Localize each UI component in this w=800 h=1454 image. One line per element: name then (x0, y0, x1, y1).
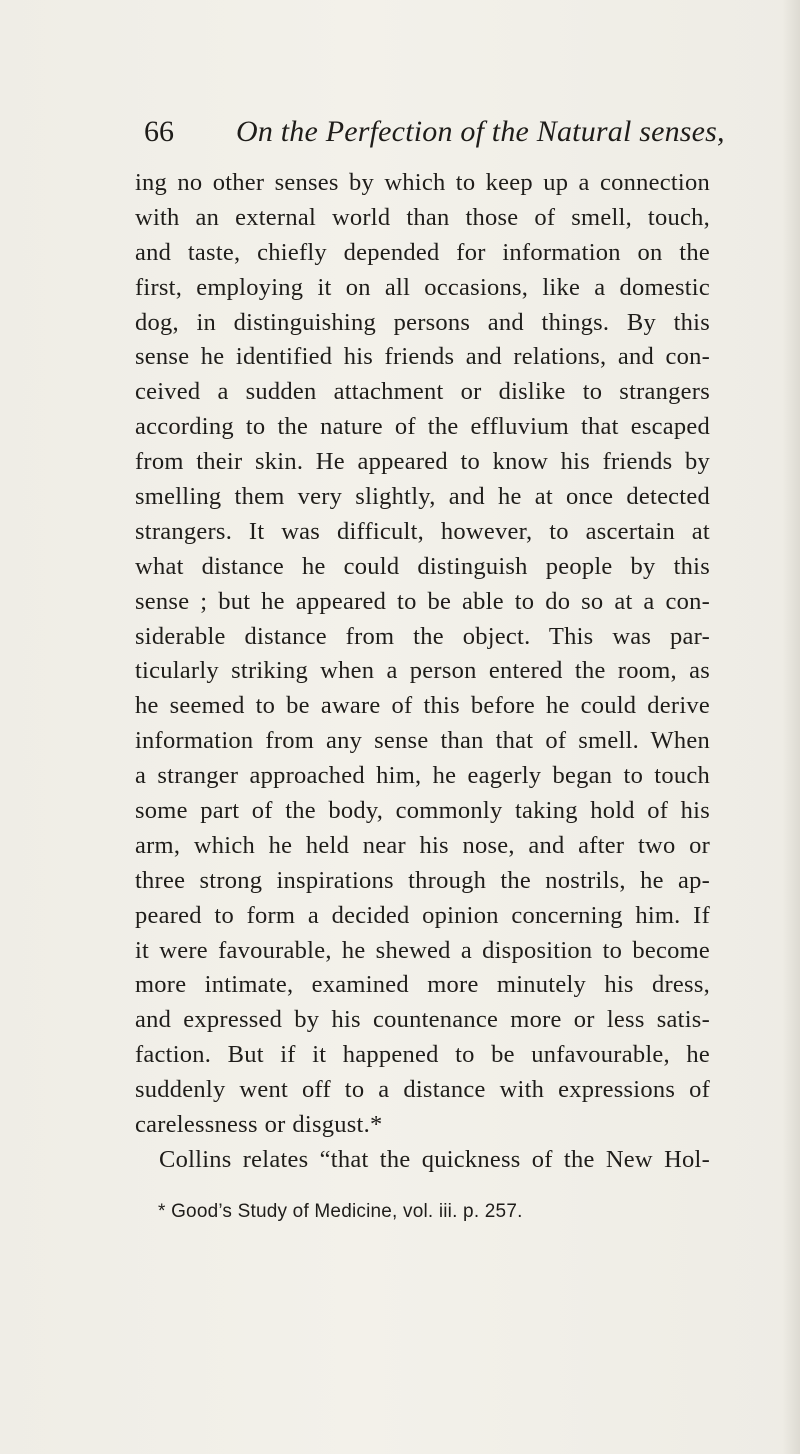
text-line: strangers. It was difficult, however, to ascertain at (135, 517, 710, 545)
text-line: with an external world than those of smell, touch, (135, 203, 710, 231)
text-line: peared to form a decided opinion concerning him. If (135, 901, 710, 929)
text-line: more intimate, examined more minutely his dress, (135, 971, 710, 999)
text-line: information from any sense than that of smell. When (135, 727, 710, 755)
running-head: On the Perfection of the Natural senses, (236, 115, 725, 148)
footnote: * Good’s Study of Medicine, vol. iii. p. 257. (158, 1201, 523, 1222)
text-line: he seemed to be aware of this before he could derive (135, 692, 710, 720)
text-line: smelling them very slightly, and he at once detected (135, 483, 710, 511)
text-line: siderable distance from the object. This was par- (135, 622, 710, 650)
text-line: three strong inspirations through the nostrils, he ap- (135, 866, 710, 894)
text-line: what distance he could distinguish people by this (135, 552, 710, 580)
text-line: sense ; but he appeared to be able to do so at a con- (135, 587, 710, 615)
text-line: first, employing it on all occasions, like a domestic (135, 273, 710, 301)
text-line: it were favourable, he shewed a disposition to become (135, 936, 710, 964)
text-line: and expressed by his countenance more or less satis- (135, 1006, 710, 1034)
text-line: ticularly striking when a person entered the room, as (135, 657, 710, 685)
body-text (135, 166, 710, 1178)
text-line: and taste, chiefly depended for information on the (135, 238, 710, 266)
text-line: faction. But if it happened to be unfavourable, he (135, 1041, 710, 1069)
text-line: ing no other senses by which to keep up a connection (135, 169, 710, 196)
text-line: sense he identified his friends and relations, and con- (135, 343, 710, 371)
text-line: Collins relates “that the quickness of the New Hol- (159, 1145, 710, 1173)
text-line: ceived a sudden attachment or dislike to strangers (135, 378, 710, 406)
page-header (144, 108, 725, 156)
page-number: 66 (144, 115, 174, 148)
page-edge-shadow (782, 0, 800, 1454)
text-line: dog, in distinguishing persons and things. By this (135, 308, 710, 336)
text-line: arm, which he held near his nose, and after two or (135, 831, 710, 859)
text-line: some part of the body, commonly taking hold of his (135, 797, 710, 825)
text-line: a stranger approached him, he eagerly began to touch (135, 762, 710, 790)
text-line: from their skin. He appeared to know his friends by (135, 448, 710, 476)
text-line: carelessness or disgust.* (135, 1111, 383, 1139)
text-line: suddenly went off to a distance with expressions of (135, 1076, 710, 1104)
text-line: according to the nature of the effluvium that escaped (135, 413, 710, 441)
